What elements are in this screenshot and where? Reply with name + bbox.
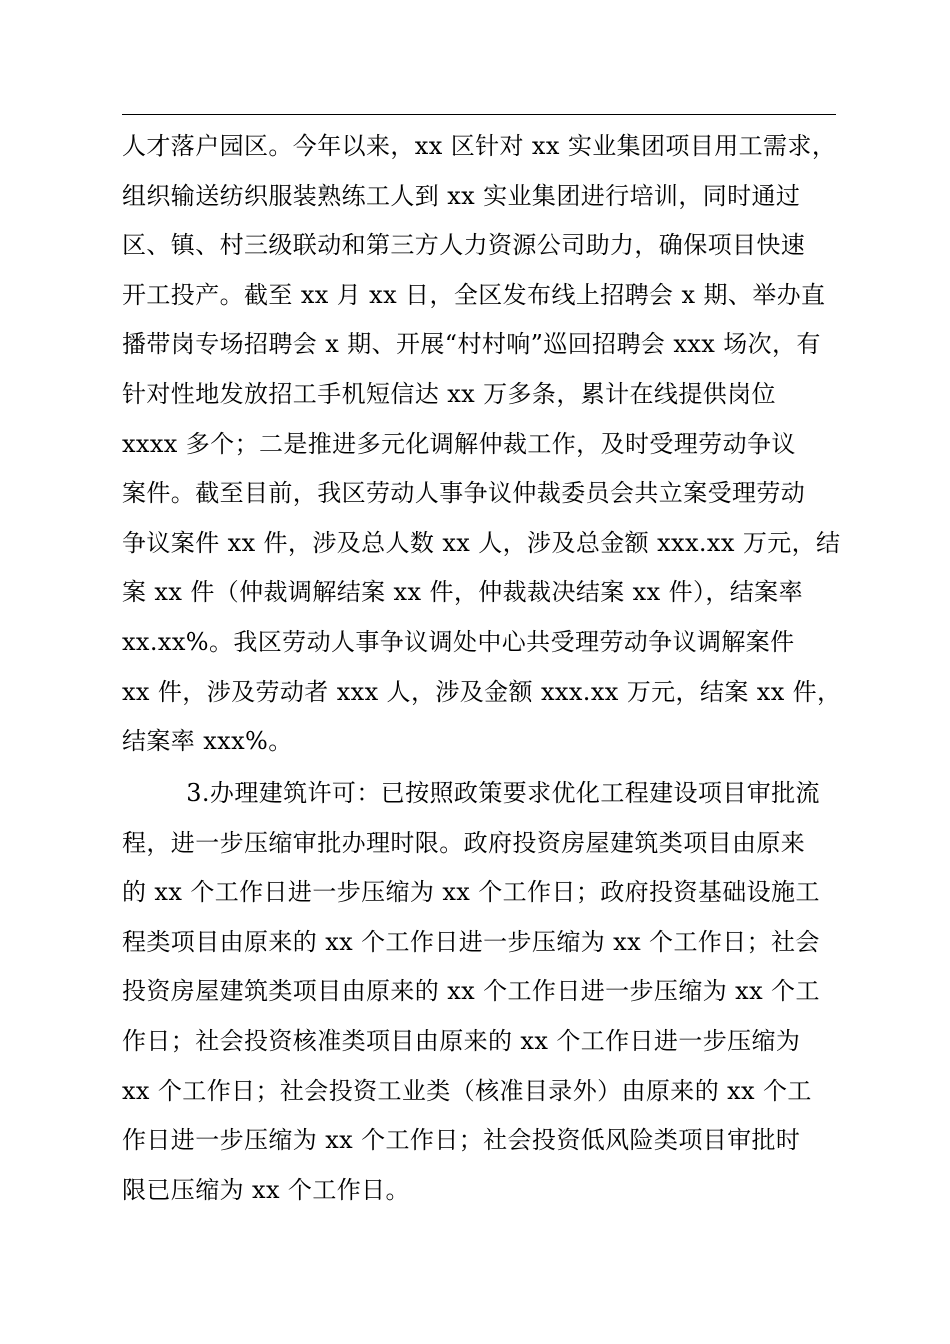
section-3-building-permits [122, 769, 842, 1215]
text-line: 程，进一步压缩审批办理时限。政府投资房屋建筑类项目由原来 [122, 828, 806, 857]
text-line: 区、镇、村三级联动和第三方人力资源公司助力，确保项目快速 [122, 231, 806, 260]
text-line: 程类项目由原来的 xx 个工作日进一步压缩为 xx 个工作日；社会 [122, 927, 820, 956]
text-line: 开工投产。截至 xx 月 xx 日，全区发布线上招聘会 x 期、举办直 [122, 280, 826, 309]
text-line: 投资房屋建筑类项目由原来的 xx 个工作日进一步压缩为 xx 个工 [122, 977, 820, 1006]
text-line: xx 个工作日；社会投资工业类（核准目录外）由原来的 xx 个工 [122, 1076, 812, 1105]
text-line: xx 件，涉及劳动者 xxx 人，涉及金额 xxx.xx 万元，结案 xx 件， [122, 677, 842, 706]
text-line: 的 xx 个工作日进一步压缩为 xx 个工作日；政府投资基础设施工 [122, 878, 820, 907]
text-line: 组织输送纺织服装熟练工人到 xx 实业集团进行培训，同时通过 [122, 181, 801, 210]
text-line: 案 xx 件（仲裁调解结案 xx 件，仲裁裁决结案 xx 件），结案率 [122, 578, 803, 607]
text-line: 播带岗专场招聘会 x 期、开展“村村响”巡回招聘会 xxx 场次，有 [122, 330, 821, 359]
text-line: 作日进一步压缩为 xx 个工作日；社会投资低风险类项目审批时 [122, 1126, 801, 1155]
text-line: 结案率 xxx%。 [122, 727, 293, 756]
text-line: 争议案件 xx 件，涉及总人数 xx 人，涉及总金额 xxx.xx 万元，结 [122, 528, 841, 557]
text-line: 人才落户园区。今年以来，xx 区针对 xx 实业集团项目用工需求， [122, 132, 837, 160]
text-line: 3.办理建筑许可：已按照政策要求优化工程建设项目审批流 [122, 779, 820, 807]
text-line: 案件。截至目前，我区劳动人事争议仲裁委员会共立案受理劳动 [122, 479, 806, 508]
text-line: 限已压缩为 xx 个工作日。 [122, 1175, 410, 1204]
paragraph-continued [122, 122, 842, 767]
text-line: 针对性地发放招工手机短信达 xx 万多条，累计在线提供岗位 [122, 379, 776, 408]
text-line: 作日；社会投资核准类项目由原来的 xx 个工作日进一步压缩为 [122, 1026, 801, 1055]
header-rule [122, 114, 836, 115]
text-line: xxxx 多个；二是推进多元化调解仲裁工作，及时受理劳动争议 [122, 429, 796, 458]
text-line: xx.xx%。我区劳动人事争议调处中心共受理劳动争议调解案件 [122, 627, 795, 656]
